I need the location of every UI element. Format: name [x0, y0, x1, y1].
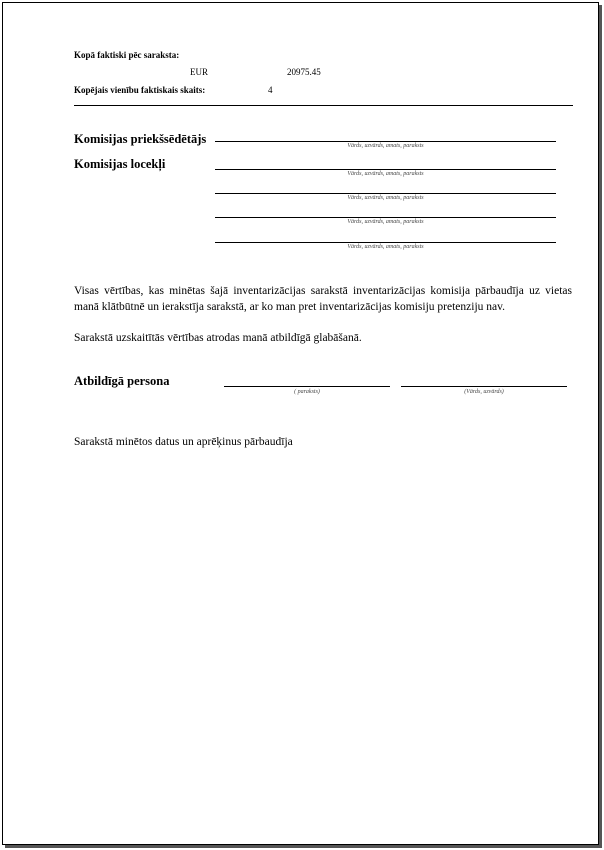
responsible-signature-line [224, 386, 390, 387]
members-label: Komisijas locekļi [74, 157, 166, 171]
responsible-name-caption: (Vārds, uzvārds) [464, 389, 504, 395]
verification-text: Sarakstā minētos datus un aprēķinus pārbaudīja [74, 436, 293, 448]
responsible-name-line [401, 386, 567, 387]
total-value: 20975.45 [287, 67, 321, 77]
count-value: 4 [268, 85, 273, 95]
member-signature-line [215, 169, 556, 170]
member-signature-line [215, 193, 556, 194]
section-divider [74, 105, 573, 106]
member-signature-caption: Vārds, uzvārds, amats, paraksts [347, 244, 424, 250]
chair-signature-caption: Vārds, uzvārds, amats, paraksts [347, 143, 424, 149]
member-signature-caption: Vārds, uzvārds, amats, paraksts [347, 219, 424, 225]
statement-paragraph: Visas vērtības, kas minētas šajā inventarizācijas sarakstā inventarizācijas komisija pārbaudīja uz vietas manā klātbūtnē un ierakstīja sarakstā, ar ko man pret inventarizācijas komisiju pretenziju nav. [74, 285, 572, 313]
document-page [2, 2, 599, 845]
responsible-label: Atbildīgā persona [74, 374, 170, 388]
member-signature-caption: Vārds, uzvārds, amats, paraksts [347, 195, 424, 201]
chair-signature-line [215, 141, 556, 142]
member-signature-line [215, 217, 556, 218]
total-label: Kopā faktiski pēc saraksta: [74, 50, 180, 60]
count-label: Kopējais vienību faktiskais skaits: [74, 85, 206, 95]
chair-label: Komisijas priekšsēdētājs [74, 132, 207, 146]
member-signature-caption: Vārds, uzvārds, amats, paraksts [347, 171, 424, 177]
custody-paragraph: Sarakstā uzskaitītās vērtības atrodas manā atbildīgā glabāšanā. [74, 332, 362, 344]
member-signature-line [215, 242, 556, 243]
responsible-signature-caption: ( paraksts) [294, 389, 320, 395]
currency-label: EUR [190, 67, 208, 77]
